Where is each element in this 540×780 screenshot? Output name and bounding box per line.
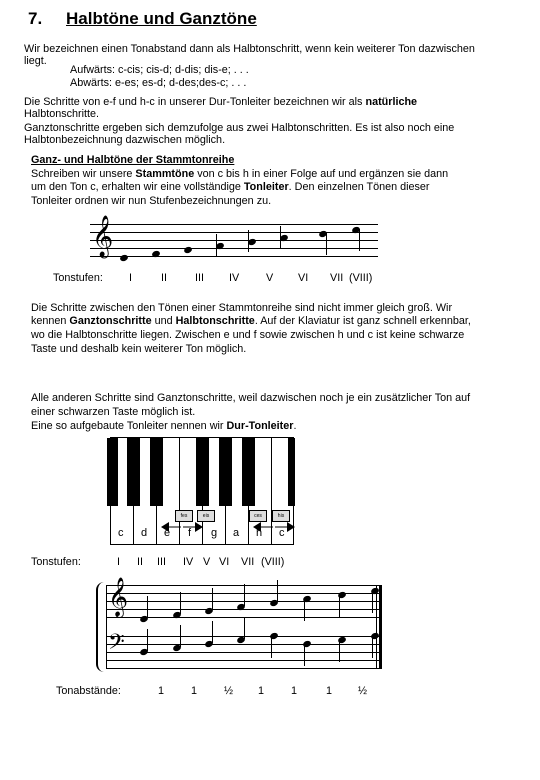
degree: III bbox=[195, 272, 204, 284]
black-key bbox=[242, 438, 255, 506]
steps-bold: Ganztonschritte bbox=[69, 315, 152, 327]
steps-line-3: wo die Halbtonschritte liegen. Zwischen e und f sowie zwischen h und c ist keine schwarze bbox=[31, 329, 465, 341]
key-label-box: ces bbox=[249, 510, 267, 522]
note-c bbox=[119, 254, 129, 262]
natural-text: Die Schritte von e-f und h-c in unserer Dur-Tonleiter bezeichnen wir als bbox=[24, 96, 366, 108]
others-text: Eine so aufgebaute Tonleiter nennen wir bbox=[31, 420, 227, 432]
intro-down: Abwärts: e-es; es-d; d-des;des-c; . . . bbox=[70, 77, 247, 89]
degree: VI bbox=[298, 272, 309, 284]
brace-icon bbox=[96, 582, 106, 672]
section-text: um den Ton c, erhalten wir eine vollständige bbox=[31, 181, 244, 193]
others-line-2: einer schwarzen Taste möglich ist. bbox=[31, 406, 196, 418]
natural-bold: natürliche bbox=[365, 96, 418, 108]
degree: I bbox=[129, 272, 132, 284]
treble-clef-icon: 𝄞 bbox=[92, 216, 114, 257]
interval-value: 1 bbox=[326, 685, 333, 697]
degree: VII bbox=[330, 272, 344, 284]
natural-line-2: Halbtonschritte. bbox=[24, 108, 100, 120]
degree: (VIII) bbox=[349, 272, 373, 284]
key-g: g bbox=[211, 527, 218, 539]
key-c: c bbox=[118, 527, 124, 539]
section-line-2 bbox=[31, 181, 430, 193]
stufen1-degrees bbox=[0, 272, 540, 286]
degree: V bbox=[203, 556, 211, 568]
others-bold: Dur-Tonleiter bbox=[226, 420, 294, 432]
degree: (VIII) bbox=[261, 556, 285, 568]
section-text: . Den einzelnen Tönen dieser bbox=[288, 181, 430, 193]
interval-value: 1 bbox=[158, 685, 165, 697]
title-text: Halbtöne und Ganztöne bbox=[66, 9, 257, 28]
steps-line-2 bbox=[31, 315, 471, 327]
key-h: h bbox=[256, 527, 263, 539]
piano-keyboard bbox=[110, 437, 294, 545]
degree: II bbox=[137, 556, 143, 568]
key-d: d bbox=[141, 527, 148, 539]
others-line-3 bbox=[31, 420, 296, 432]
section-line-1 bbox=[31, 168, 448, 180]
degree: IV bbox=[183, 556, 194, 568]
intro-up: Aufwärts: c-cis; cis-d; d-dis; dis-e; . . . bbox=[70, 64, 249, 76]
page-title bbox=[28, 9, 257, 29]
treble-clef-icon: 𝄞 bbox=[108, 577, 129, 617]
key-label-box: his bbox=[272, 510, 290, 522]
abstaende-label: Tonabstände: bbox=[56, 685, 121, 697]
note-g bbox=[247, 238, 257, 246]
note-e bbox=[183, 246, 193, 254]
degree: VII bbox=[241, 556, 255, 568]
key-a: a bbox=[233, 527, 240, 539]
interval-value: 1 bbox=[291, 685, 298, 697]
black-key bbox=[288, 438, 295, 506]
others-text: . bbox=[293, 420, 297, 432]
section-text: von c bis h in einer Folge auf und ergänzen sie dann bbox=[194, 168, 449, 180]
black-key bbox=[107, 438, 118, 506]
grand-staff bbox=[96, 577, 390, 672]
section-text: Schreiben wir unsere bbox=[31, 168, 136, 180]
stufen2-label: Tonstufen: bbox=[31, 556, 81, 568]
interval-value: ½ bbox=[224, 685, 234, 697]
interval-value: ½ bbox=[358, 685, 368, 697]
interval-value: 1 bbox=[191, 685, 198, 697]
section-bold: Tonleiter bbox=[243, 181, 289, 193]
black-key bbox=[150, 438, 163, 506]
steps-text: . Auf der Klaviatur ist ganz schnell erkennbar, bbox=[254, 315, 471, 327]
section-bold: Stammtöne bbox=[135, 168, 195, 180]
section-line-3: Tonleiter ordnen wir nun Stufenbezeichnungen zu. bbox=[31, 195, 272, 207]
degree: III bbox=[157, 556, 166, 568]
section-heading: Ganz- und Halbtöne der Stammtonreihe bbox=[31, 154, 235, 166]
black-key bbox=[127, 438, 140, 506]
steps-text: und bbox=[151, 315, 176, 327]
key-c2: c bbox=[279, 527, 285, 539]
natural-line-3: Ganztonschritte ergeben sich demzufolge aus zwei Halbtonschritten. Es ist also noch eine bbox=[24, 122, 455, 134]
interval-value: 1 bbox=[258, 685, 265, 697]
natural-line-4: Halbtonbezeichnung dazwischen möglich. bbox=[24, 134, 226, 146]
steps-line-4: Taste und deshalb kein weiterer Ton möglich. bbox=[31, 343, 247, 355]
degree: IV bbox=[229, 272, 240, 284]
black-key bbox=[196, 438, 209, 506]
others-line-1: Alle anderen Schritte sind Ganztonschritte, weil dazwischen noch je ein zusätzlicher Ton auf bbox=[31, 392, 471, 404]
key-e: e bbox=[164, 527, 171, 539]
degree: VI bbox=[219, 556, 230, 568]
intro-line-1: Wir bezeichnen einen Tonabstand dann als Halbtonschritt, wenn kein weiterer Ton dazwischen bbox=[24, 43, 475, 55]
degree: V bbox=[266, 272, 274, 284]
degree: II bbox=[161, 272, 167, 284]
steps-line-1: Die Schritte zwischen den Tönen einer Stammtonreihe sind nicht immer gleich groß. Wir bbox=[31, 302, 453, 314]
stufen1-label: Tonstufen: bbox=[53, 272, 103, 284]
intro-line-2: liegt. bbox=[24, 55, 47, 67]
degree: I bbox=[117, 556, 120, 568]
bass-clef-icon: 𝄢 bbox=[108, 630, 125, 660]
key-label-box: fes bbox=[175, 510, 193, 522]
steps-text: kennen bbox=[31, 315, 70, 327]
key-f: f bbox=[188, 527, 192, 539]
steps-bold: Halbtonschritte bbox=[175, 315, 255, 327]
key-label-box: eis bbox=[197, 510, 215, 522]
natural-line-1 bbox=[24, 96, 417, 108]
black-key bbox=[219, 438, 232, 506]
treble-staff bbox=[90, 216, 380, 260]
section-number: 7. bbox=[28, 9, 43, 28]
stufen2-degrees bbox=[0, 556, 540, 570]
abstaende-values bbox=[0, 685, 540, 699]
